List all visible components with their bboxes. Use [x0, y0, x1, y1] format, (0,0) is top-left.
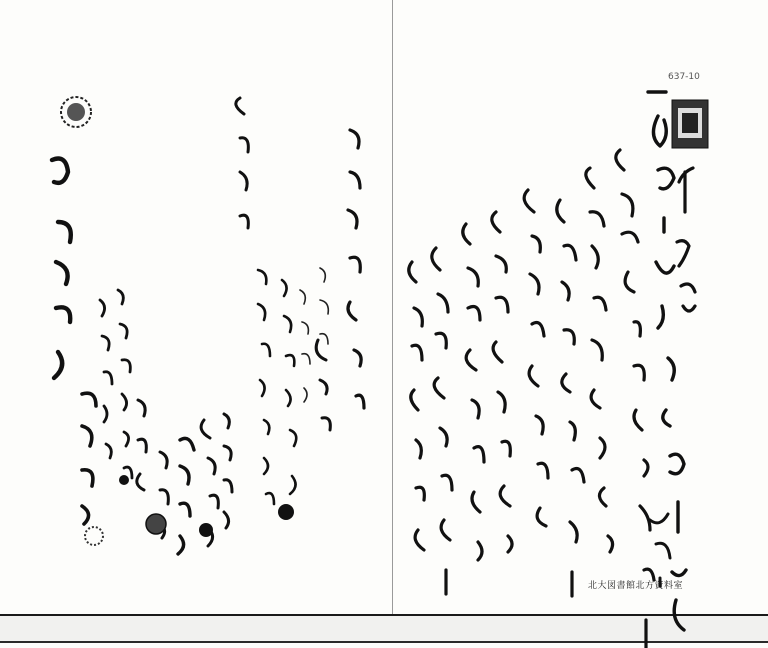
catalog-number: 637-10: [668, 72, 700, 82]
left-page-writing: [52, 98, 364, 554]
right-page-writing: [409, 92, 695, 648]
revenue-stamp: [672, 100, 708, 148]
round-seal-top-left: [61, 97, 91, 127]
seal-3: [146, 514, 166, 534]
seal-1: [278, 504, 294, 520]
archive-stamp-label: 北大図書館北方資料室: [588, 581, 684, 591]
seal-4: [85, 527, 103, 545]
seal-2: [199, 523, 213, 537]
seal-5: [119, 475, 129, 485]
